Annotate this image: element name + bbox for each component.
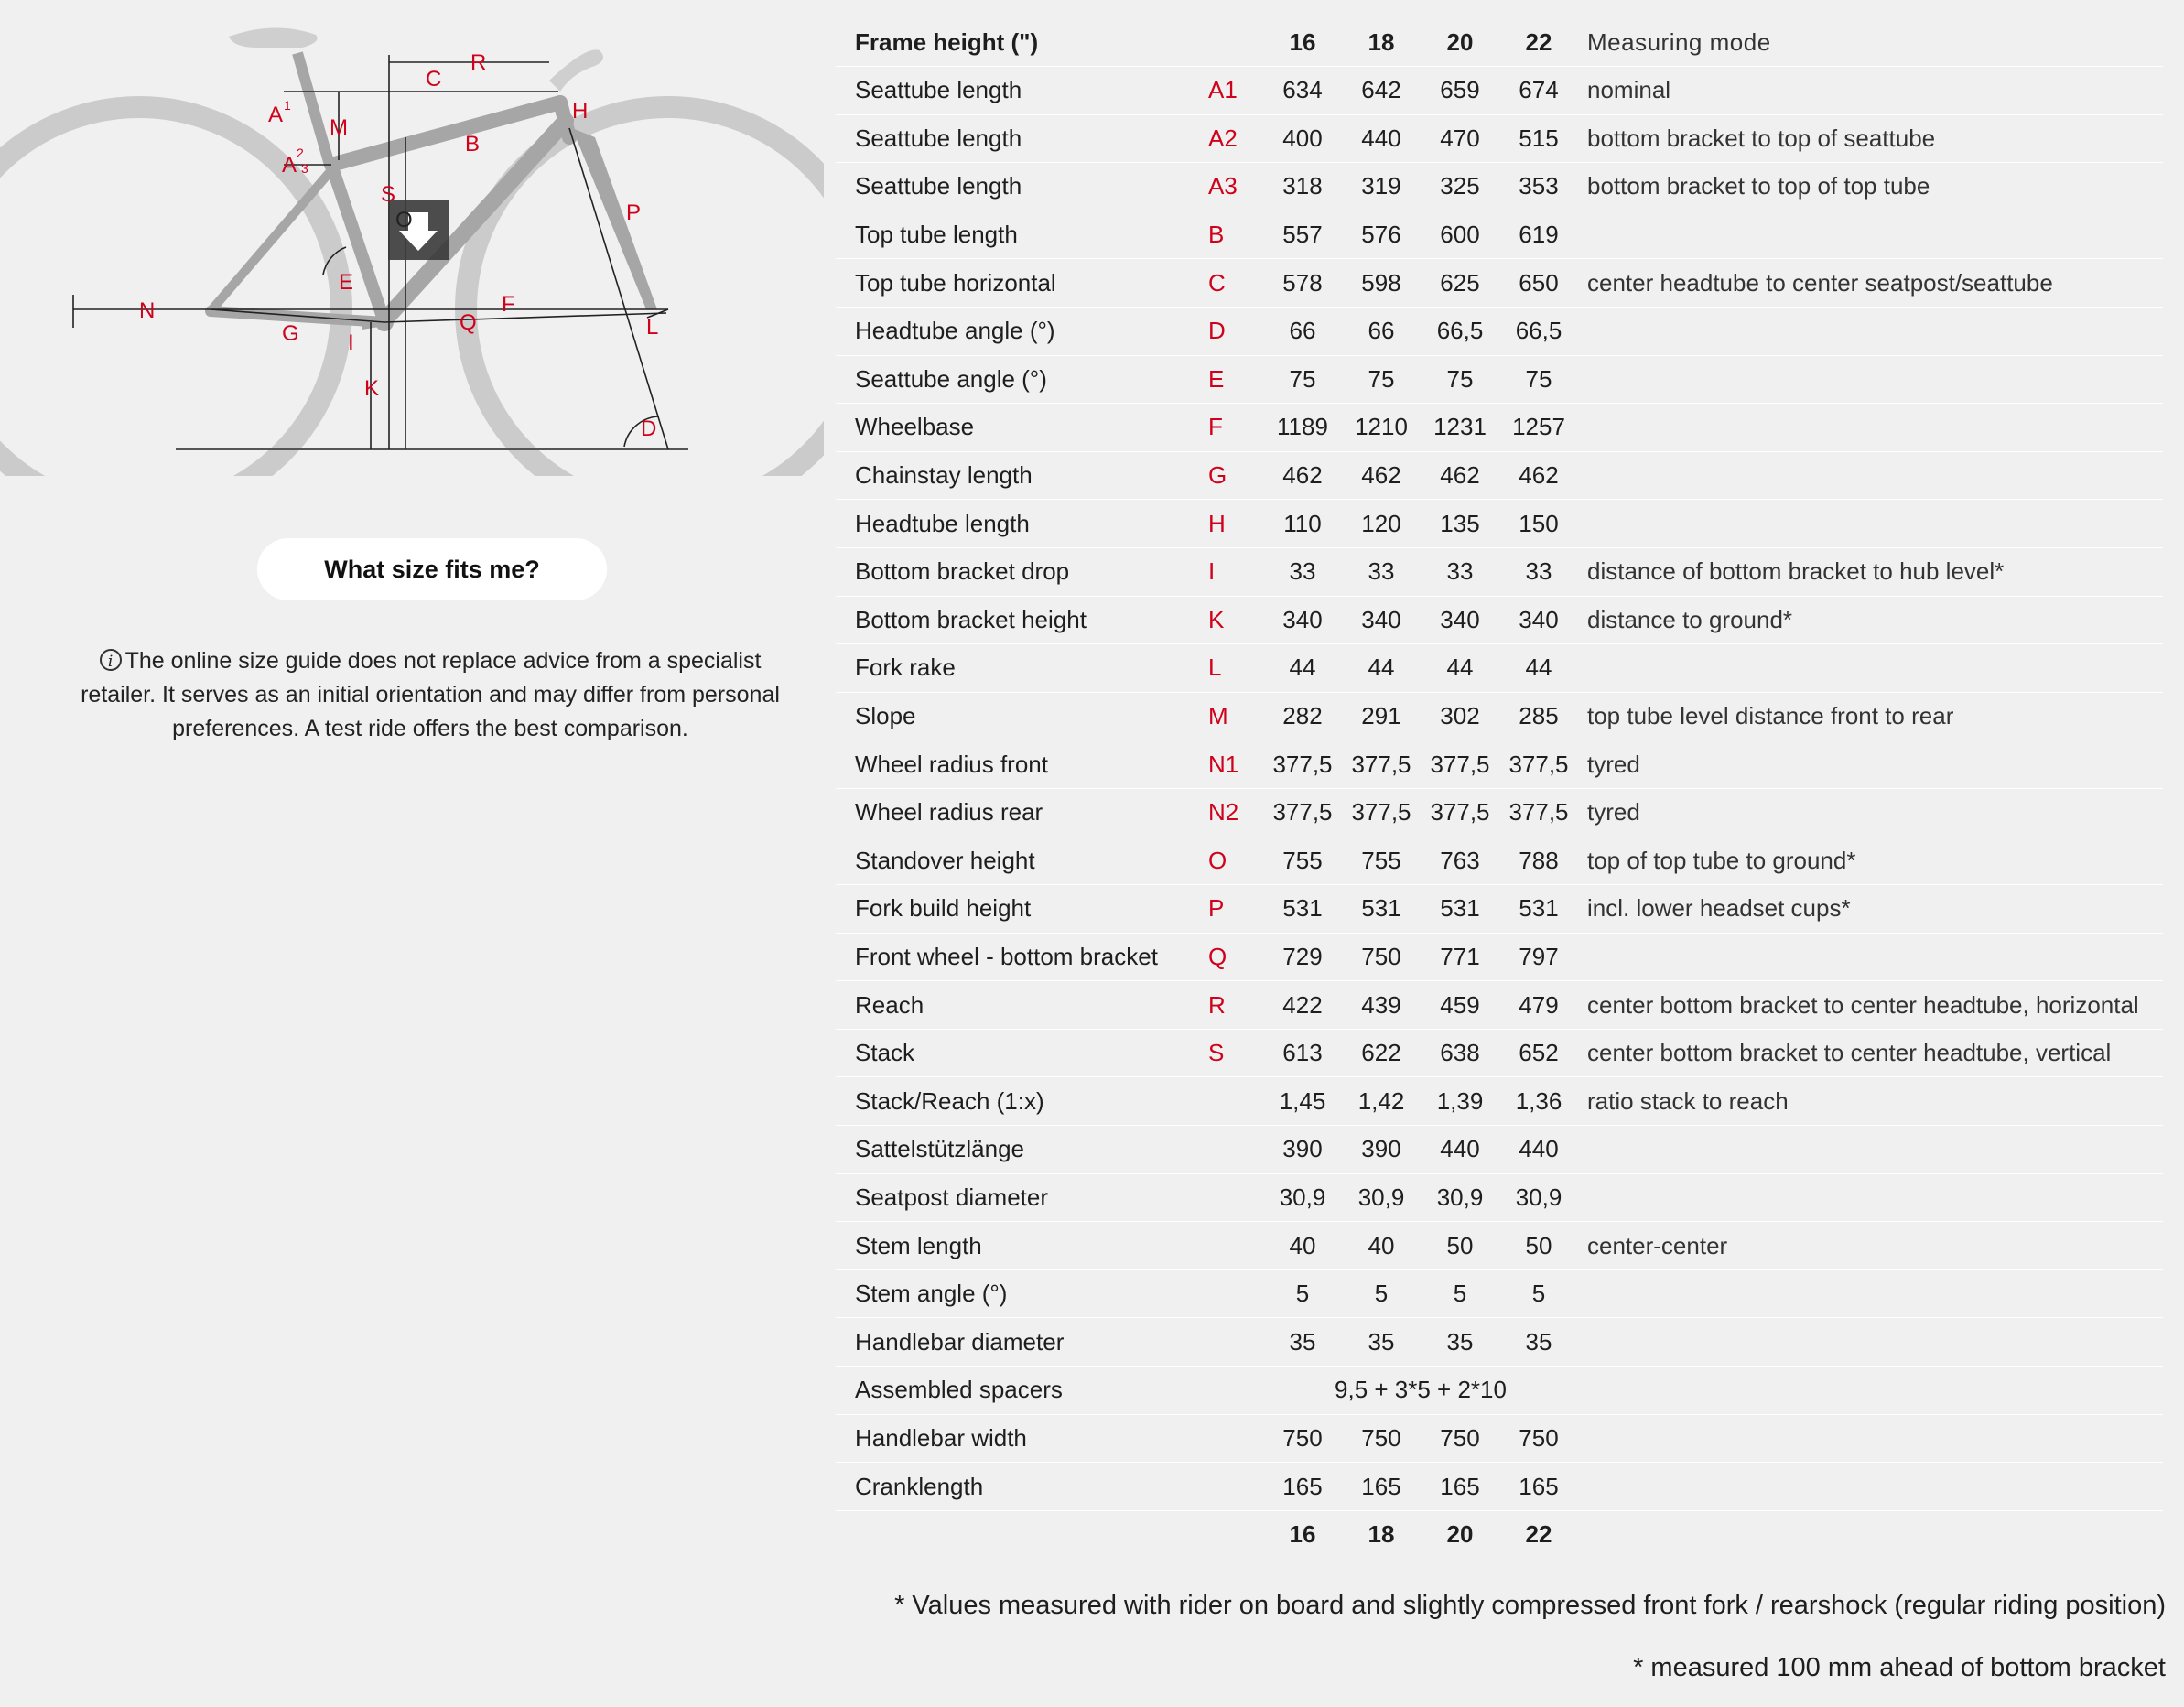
row-code: [1208, 1077, 1263, 1126]
header-size-22: 22: [1499, 18, 1578, 67]
row-code: [1208, 1222, 1263, 1270]
row-label: Top tube horizontal: [836, 259, 1208, 308]
row-value: 30,9: [1421, 1173, 1499, 1222]
row-measuring-mode: bottom bracket to top of top tube: [1578, 163, 2163, 211]
row-value: 282: [1263, 692, 1342, 740]
row-label: Seattube length: [836, 114, 1208, 163]
info-icon: i: [100, 649, 122, 671]
row-value: 470: [1421, 114, 1499, 163]
row-value: 462: [1499, 451, 1578, 500]
row-code: R: [1208, 981, 1263, 1030]
row-label: Seattube angle (°): [836, 355, 1208, 404]
row-code: A2: [1208, 114, 1263, 163]
seat-stay: [211, 170, 331, 311]
table-footer-row: [836, 1510, 2163, 1558]
header-measuring-mode: Measuring mode: [1578, 18, 2163, 67]
row-value: 439: [1342, 981, 1421, 1030]
row-measuring-mode: ratio stack to reach: [1578, 1077, 2163, 1126]
row-measuring-mode: [1578, 1414, 2163, 1463]
row-value: 576: [1342, 211, 1421, 259]
table-row: [836, 1269, 2163, 1318]
row-value: 755: [1342, 837, 1421, 885]
row-value: 1189: [1263, 404, 1342, 452]
footer-size-22: 22: [1525, 1520, 1552, 1549]
row-value: 44: [1263, 644, 1342, 693]
header-frame-height: Frame height ("): [836, 18, 1208, 67]
row-value: 165: [1499, 1463, 1578, 1511]
row-value: 285: [1499, 692, 1578, 740]
table-row: [836, 1126, 2163, 1174]
row-measuring-mode: [1578, 211, 2163, 259]
row-value: 674: [1499, 67, 1578, 115]
label-o: O: [395, 208, 413, 232]
label-r: R: [470, 50, 487, 75]
crank-arm: [362, 322, 384, 326]
header-size-16: 16: [1263, 18, 1342, 67]
row-value: 66,5: [1421, 307, 1499, 355]
row-value: 531: [1421, 885, 1499, 934]
row-value: 634: [1263, 67, 1342, 115]
row-value: 659: [1421, 67, 1499, 115]
table-header-row: [836, 18, 2163, 67]
row-label: Seattube length: [836, 163, 1208, 211]
row-measuring-mode: [1578, 1367, 2163, 1415]
row-code: E: [1208, 355, 1263, 404]
row-value: 325: [1421, 163, 1499, 211]
row-value: 5: [1342, 1269, 1421, 1318]
row-code: S: [1208, 1029, 1263, 1077]
table-row: [836, 1367, 2163, 1415]
row-value: 600: [1421, 211, 1499, 259]
row-code: L: [1208, 644, 1263, 693]
table-row: [836, 1463, 2163, 1511]
row-value: 66: [1263, 307, 1342, 355]
table-row: [836, 114, 2163, 163]
row-value: 353: [1499, 163, 1578, 211]
row-value: 33: [1499, 547, 1578, 596]
row-value: 165: [1263, 1463, 1342, 1511]
table-row: [836, 307, 2163, 355]
label-b: B: [465, 132, 481, 157]
svg-text:1: 1: [284, 98, 291, 113]
row-value: 515: [1499, 114, 1578, 163]
row-label: Stack/Reach (1:x): [836, 1077, 1208, 1126]
row-value: 319: [1342, 163, 1421, 211]
row-value: 44: [1421, 644, 1499, 693]
row-value: 44: [1342, 644, 1421, 693]
row-measuring-mode: [1578, 644, 2163, 693]
label-n: N: [139, 298, 156, 323]
table-row: [836, 837, 2163, 885]
row-measuring-mode: [1578, 307, 2163, 355]
row-label: Stem angle (°): [836, 1269, 1208, 1318]
row-value: 110: [1263, 500, 1342, 548]
table-row: [836, 885, 2163, 934]
label-e: E: [339, 270, 354, 295]
row-measuring-mode: [1578, 1463, 2163, 1511]
row-label: Headtube length: [836, 500, 1208, 548]
row-value: 377,5: [1421, 788, 1499, 837]
row-label: Wheel radius front: [836, 740, 1208, 789]
row-value: 1,42: [1342, 1077, 1421, 1126]
row-code: C: [1208, 259, 1263, 308]
row-code: H: [1208, 500, 1263, 548]
label-d: D: [641, 416, 657, 441]
row-code: F: [1208, 404, 1263, 452]
row-value: 35: [1421, 1318, 1499, 1367]
row-value: 150: [1499, 500, 1578, 548]
row-label: Stack: [836, 1029, 1208, 1077]
row-value: 75: [1342, 355, 1421, 404]
row-label: Slope: [836, 692, 1208, 740]
row-value: 531: [1263, 885, 1342, 934]
row-code: D: [1208, 307, 1263, 355]
row-measuring-mode: top tube level distance front to rear: [1578, 692, 2163, 740]
svg-text:2: 2: [297, 146, 304, 160]
row-measuring-mode: tyred: [1578, 740, 2163, 789]
row-value: 652: [1499, 1029, 1578, 1077]
size-fit-button[interactable]: What size fits me?: [257, 538, 607, 600]
table-row: [836, 259, 2163, 308]
row-value: 75: [1499, 355, 1578, 404]
row-label: Seattube length: [836, 67, 1208, 115]
row-label: Handlebar width: [836, 1414, 1208, 1463]
row-label: Sattelstützlänge: [836, 1126, 1208, 1174]
label-s: S: [381, 182, 396, 207]
table-row: [836, 1029, 2163, 1077]
row-value: 440: [1421, 1126, 1499, 1174]
label-h: H: [572, 99, 589, 124]
table-row: [836, 1318, 2163, 1367]
row-measuring-mode: nominal: [1578, 67, 2163, 115]
saddle: [229, 27, 318, 48]
row-code: I: [1208, 547, 1263, 596]
row-value: 165: [1421, 1463, 1499, 1511]
row-value: 625: [1421, 259, 1499, 308]
row-value: 771: [1421, 933, 1499, 981]
row-value: 622: [1342, 1029, 1421, 1077]
row-code: P: [1208, 885, 1263, 934]
label-i: I: [348, 330, 354, 355]
row-value: 750: [1499, 1414, 1578, 1463]
table-row: [836, 788, 2163, 837]
row-value: 340: [1499, 596, 1578, 644]
row-value: 377,5: [1342, 788, 1421, 837]
row-measuring-mode: [1578, 404, 2163, 452]
row-value: 33: [1421, 547, 1499, 596]
row-code: [1208, 1126, 1263, 1174]
row-value: 797: [1499, 933, 1578, 981]
row-measuring-mode: [1578, 1126, 2163, 1174]
row-value: 729: [1263, 933, 1342, 981]
row-value: 613: [1263, 1029, 1342, 1077]
row-code: [1208, 1318, 1263, 1367]
row-code: A3: [1208, 163, 1263, 211]
row-code: Q: [1208, 933, 1263, 981]
row-value: 459: [1421, 981, 1499, 1030]
table-row: [836, 451, 2163, 500]
row-value: 1,45: [1263, 1077, 1342, 1126]
row-value: 400: [1263, 114, 1342, 163]
row-value: 462: [1263, 451, 1342, 500]
row-value: 340: [1342, 596, 1421, 644]
label-k: K: [364, 376, 380, 401]
row-value: 1210: [1342, 404, 1421, 452]
table-row: [836, 740, 2163, 789]
label-q: Q: [460, 310, 477, 335]
table-row: [836, 404, 2163, 452]
footer-size-20: 20: [1446, 1520, 1474, 1549]
row-measuring-mode: tyred: [1578, 788, 2163, 837]
row-measuring-mode: [1578, 1269, 2163, 1318]
row-value: 165: [1342, 1463, 1421, 1511]
row-value: 638: [1421, 1029, 1499, 1077]
table-row: [836, 163, 2163, 211]
row-code: [1208, 1269, 1263, 1318]
row-code: [1208, 1367, 1263, 1415]
row-value: 750: [1342, 933, 1421, 981]
row-value: 5: [1499, 1269, 1578, 1318]
row-value: 440: [1499, 1126, 1578, 1174]
row-value: 1231: [1421, 404, 1499, 452]
disclaimer-text: The online size guide does not replace advice from a specialist retailer. It serves as an initial orientation and may differ from personal preferences. A test ride offers the best comparison.: [81, 648, 780, 741]
table-row: [836, 500, 2163, 548]
row-value: 340: [1263, 596, 1342, 644]
row-value: 377,5: [1342, 740, 1421, 789]
row-value: 318: [1263, 163, 1342, 211]
row-label: Handlebar diameter: [836, 1318, 1208, 1367]
row-measuring-mode: distance of bottom bracket to hub level*: [1578, 547, 2163, 596]
row-code: G: [1208, 451, 1263, 500]
row-code: [1208, 1173, 1263, 1222]
row-code: N2: [1208, 788, 1263, 837]
row-label: Front wheel - bottom bracket: [836, 933, 1208, 981]
table-row: [836, 933, 2163, 981]
table-row: [836, 67, 2163, 115]
row-value: 422: [1263, 981, 1342, 1030]
row-value: 75: [1421, 355, 1499, 404]
row-value: 1,39: [1421, 1077, 1499, 1126]
row-value: 30,9: [1263, 1173, 1342, 1222]
row-value: 377,5: [1421, 740, 1499, 789]
row-label: Headtube angle (°): [836, 307, 1208, 355]
table-row: [836, 211, 2163, 259]
table-row: [836, 644, 2163, 693]
row-code: N1: [1208, 740, 1263, 789]
table-row: [836, 1414, 2163, 1463]
row-value: 462: [1342, 451, 1421, 500]
row-value: 340: [1421, 596, 1499, 644]
row-value: 40: [1342, 1222, 1421, 1270]
footnote-rider-on-board: * Values measured with rider on board and slightly compressed front fork / rearshock (regular riding position): [894, 1591, 2166, 1620]
row-code: M: [1208, 692, 1263, 740]
row-measuring-mode: [1578, 451, 2163, 500]
row-label: Fork build height: [836, 885, 1208, 934]
row-code: [1208, 1463, 1263, 1511]
row-measuring-mode: [1578, 1173, 2163, 1222]
header-size-20: 20: [1421, 18, 1499, 67]
row-value: 598: [1342, 259, 1421, 308]
label-a1: A: [268, 103, 284, 127]
row-value: 440: [1342, 114, 1421, 163]
row-label: Reach: [836, 981, 1208, 1030]
row-value: 75: [1263, 355, 1342, 404]
row-value: 302: [1421, 692, 1499, 740]
row-value: 750: [1263, 1414, 1342, 1463]
row-value: 642: [1342, 67, 1421, 115]
table-row: [836, 596, 2163, 644]
row-value: 40: [1263, 1222, 1342, 1270]
row-value: 50: [1421, 1222, 1499, 1270]
row-value: 135: [1421, 500, 1499, 548]
label-c: C: [426, 67, 442, 92]
row-measuring-mode: center bottom bracket to center headtube, horizontal: [1578, 981, 2163, 1030]
row-label: Chainstay length: [836, 451, 1208, 500]
table-row: [836, 981, 2163, 1030]
header-size-18: 18: [1342, 18, 1421, 67]
table-row: [836, 355, 2163, 404]
row-code: [1208, 1414, 1263, 1463]
row-measuring-mode: top of top tube to ground*: [1578, 837, 2163, 885]
table-row: [836, 692, 2163, 740]
row-value: 50: [1499, 1222, 1578, 1270]
row-measuring-mode: [1578, 1318, 2163, 1367]
row-value: 390: [1342, 1126, 1421, 1174]
row-value: 531: [1342, 885, 1421, 934]
row-label: Assembled spacers: [836, 1367, 1208, 1415]
row-label: Wheelbase: [836, 404, 1208, 452]
row-value: 33: [1263, 547, 1342, 596]
row-measuring-mode: [1578, 355, 2163, 404]
row-measuring-mode: [1578, 500, 2163, 548]
row-code: O: [1208, 837, 1263, 885]
row-label: Bottom bracket height: [836, 596, 1208, 644]
row-value: 755: [1263, 837, 1342, 885]
table-row: [836, 1077, 2163, 1126]
row-code: A1: [1208, 67, 1263, 115]
handlebar: [549, 49, 603, 92]
label-l: L: [646, 315, 659, 340]
row-value: 35: [1263, 1318, 1342, 1367]
row-label: Fork rake: [836, 644, 1208, 693]
row-value: 750: [1342, 1414, 1421, 1463]
label-f: F: [502, 292, 515, 317]
row-value: 35: [1342, 1318, 1421, 1367]
row-label: Cranklength: [836, 1463, 1208, 1511]
row-measuring-mode: center-center: [1578, 1222, 2163, 1270]
row-code: B: [1208, 211, 1263, 259]
table-row: [836, 1173, 2163, 1222]
row-label: Stem length: [836, 1222, 1208, 1270]
row-value: 750: [1421, 1414, 1499, 1463]
row-value: 377,5: [1499, 788, 1578, 837]
row-value: 5: [1263, 1269, 1342, 1318]
row-value: 5: [1421, 1269, 1499, 1318]
row-value: 66,5: [1499, 307, 1578, 355]
row-measuring-mode: [1578, 933, 2163, 981]
label-p: P: [626, 200, 642, 225]
row-label: Seatpost diameter: [836, 1173, 1208, 1222]
row-value: 377,5: [1263, 788, 1342, 837]
row-value: 390: [1263, 1126, 1342, 1174]
row-value: 788: [1499, 837, 1578, 885]
row-value: 30,9: [1499, 1173, 1578, 1222]
row-merged-value: 9,5 + 3*5 + 2*10: [1263, 1367, 1578, 1415]
row-value: 35: [1499, 1318, 1578, 1367]
row-measuring-mode: center headtube to center seatpost/seattube: [1578, 259, 2163, 308]
row-value: 66: [1342, 307, 1421, 355]
row-value: 650: [1499, 259, 1578, 308]
row-value: 578: [1263, 259, 1342, 308]
svg-text:3: 3: [301, 161, 308, 176]
row-value: 33: [1342, 547, 1421, 596]
row-label: Bottom bracket drop: [836, 547, 1208, 596]
row-value: 479: [1499, 981, 1578, 1030]
row-value: 44: [1499, 644, 1578, 693]
footer-size-16: 16: [1289, 1520, 1316, 1549]
row-measuring-mode: incl. lower headset cups*: [1578, 885, 2163, 934]
row-code: K: [1208, 596, 1263, 644]
fork: [572, 128, 657, 309]
row-value: 120: [1342, 500, 1421, 548]
row-label: Top tube length: [836, 211, 1208, 259]
row-value: 763: [1421, 837, 1499, 885]
table-row: [836, 1222, 2163, 1270]
geometry-table: [836, 18, 2163, 1558]
row-measuring-mode: bottom bracket to top of seattube: [1578, 114, 2163, 163]
row-value: 619: [1499, 211, 1578, 259]
row-value: 377,5: [1499, 740, 1578, 789]
label-m: M: [330, 115, 348, 140]
row-value: 291: [1342, 692, 1421, 740]
footnote-100mm: * measured 100 mm ahead of bottom bracket: [1633, 1653, 2166, 1682]
row-value: 462: [1421, 451, 1499, 500]
label-g: G: [282, 321, 299, 346]
bike-geometry-diagram: [0, 0, 824, 476]
row-value: 1,36: [1499, 1077, 1578, 1126]
table-row: [836, 547, 2163, 596]
footer-size-18: 18: [1368, 1520, 1395, 1549]
row-measuring-mode: distance to ground*: [1578, 596, 2163, 644]
row-value: 30,9: [1342, 1173, 1421, 1222]
row-value: 377,5: [1263, 740, 1342, 789]
size-guide-disclaimer: [73, 644, 787, 746]
row-value: 531: [1499, 885, 1578, 934]
row-label: Wheel radius rear: [836, 788, 1208, 837]
row-value: 1257: [1499, 404, 1578, 452]
row-measuring-mode: center bottom bracket to center headtube, vertical: [1578, 1029, 2163, 1077]
row-label: Standover height: [836, 837, 1208, 885]
row-value: 557: [1263, 211, 1342, 259]
label-a2: A: [282, 153, 297, 178]
